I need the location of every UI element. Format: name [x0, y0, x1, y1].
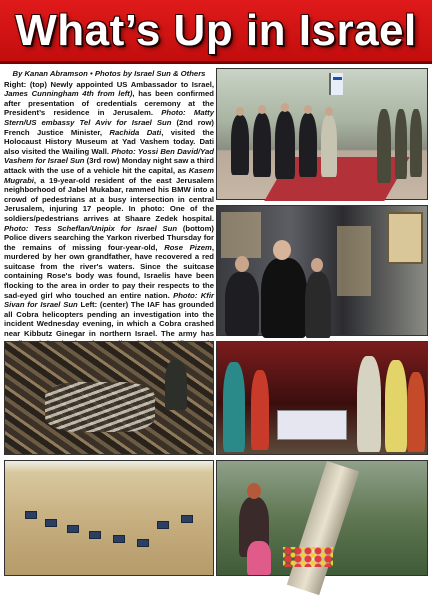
- text-run: , has been confirmed after presentation of credentials ceremony at the President’s residence in Jerusalem.: [4, 89, 214, 118]
- hospital-rescue-photo: [216, 341, 428, 455]
- memorial-photo: [216, 460, 428, 576]
- honor-guard-figure: [395, 109, 407, 179]
- person-head: [247, 483, 261, 499]
- page-title: What’s Up in Israel: [15, 6, 417, 55]
- photo-credit: Photo: Matty Stern/US embassy Tel Aviv for Israel Sun: [4, 108, 214, 127]
- person-head: [325, 107, 333, 116]
- medic-figure: [223, 362, 245, 452]
- medic-figure: [407, 372, 425, 452]
- soldier-figure: [165, 360, 187, 410]
- child-figure: [247, 541, 271, 575]
- solar-panel: [25, 511, 37, 519]
- solar-panel: [67, 525, 79, 533]
- solar-panel: [113, 535, 125, 543]
- text-run: Left: (center) The IAF has grounded all Cobra helicopters pending an investigation into the incident Wednesday evening, in which a Cobra crashed near Kibbutz Ginegar in northern Israel. The army has: [4, 300, 214, 339]
- solar-panel: [89, 531, 101, 539]
- text-run: , murdered by her own grandfather, have recovered a red suitcase from the river's waters. Since the suitcase containing Rose's body was found, Israelis have been flocking to the area in order to pay their respects to the sad-eyed girl who touched an entire nation.: [4, 242, 215, 300]
- israel-flag-icon: [329, 73, 343, 95]
- person-figure: [385, 360, 407, 452]
- text-run: (bottom) Police divers searching the Yarkon riverbed Thursday for the remains of missing four-year-old,: [4, 223, 214, 252]
- text-run: Rose Pizem: [164, 242, 212, 252]
- museum-visit-photo: [216, 205, 428, 336]
- person-head: [311, 258, 323, 272]
- person-figure: [305, 272, 331, 338]
- solar-panel: [137, 539, 149, 547]
- text-run: Right: (top) Newly appointed US Ambassador to Israel,: [4, 79, 214, 89]
- helicopter-wreck-photo: [4, 341, 214, 455]
- masthead-banner: [0, 0, 432, 64]
- person-figure: [299, 113, 317, 177]
- text-run: Rachida Dati: [109, 127, 162, 137]
- honor-guard-figure: [410, 109, 422, 177]
- solar-farm-photo: [4, 460, 214, 576]
- text-run: , a 19-year-old resident of the east Jerusalem neighborhood of Jabel Mukabar, rammed his BMW into a crowd of pedestrians at a busy intersection in central Jerusalem, injuring 17 people. In photo: One of the soldiers/pedestrians arrives at Shaare Zedek hospital.: [4, 175, 214, 223]
- person-head: [304, 105, 312, 114]
- ceremony-photo: [216, 68, 428, 200]
- person-figure: [321, 115, 337, 177]
- person-head: [236, 107, 244, 116]
- solar-panel: [157, 521, 169, 529]
- person-head: [273, 240, 291, 260]
- photo-credit: Photo: Tess Scheflan/Unipix for Israel Sun: [4, 223, 178, 233]
- person-figure: [261, 258, 307, 338]
- tree-trunk: [287, 461, 360, 595]
- medic-figure: [251, 370, 269, 450]
- text-run: James Cunningham 4th from left): [4, 89, 133, 99]
- person-figure: [225, 272, 259, 336]
- exhibit-map: [387, 212, 423, 264]
- person-figure: [275, 111, 295, 179]
- exhibit-panel: [337, 226, 371, 296]
- exhibit-panel: [221, 212, 261, 258]
- person-figure: [357, 356, 381, 452]
- photo-credit: Photo: Kfir Sivan for Israel Sun: [4, 290, 214, 310]
- photo-credit: Photo: Yossi Ben David/Yad Vashem for Israel Sun: [4, 146, 214, 166]
- byline: By Kanan Abramson • Photos by Israel Sun & Others: [12, 69, 206, 78]
- person-head: [281, 103, 289, 112]
- person-figure: [253, 113, 271, 177]
- solar-panel: [181, 515, 193, 523]
- solar-panel: [45, 519, 57, 527]
- person-head: [258, 105, 266, 114]
- text-run: (3rd row) Monday night saw a third attack with the use of a vehicle hit the capital, as: [4, 156, 214, 175]
- text-run: (2nd row) French Justice Minister,: [4, 117, 214, 137]
- text-run: , visited the Holocaust History Museum at Yad Vashem today. Dati also visited the Wailing Wall.: [4, 127, 214, 156]
- person-head: [235, 256, 249, 272]
- flowers: [283, 547, 333, 567]
- honor-guard-figure: [377, 109, 391, 183]
- article-body: [4, 69, 214, 339]
- person-figure: [231, 115, 249, 175]
- text-run: Kasem Mugrabi: [4, 165, 214, 185]
- wreckage: [45, 382, 155, 432]
- stretcher: [277, 410, 347, 440]
